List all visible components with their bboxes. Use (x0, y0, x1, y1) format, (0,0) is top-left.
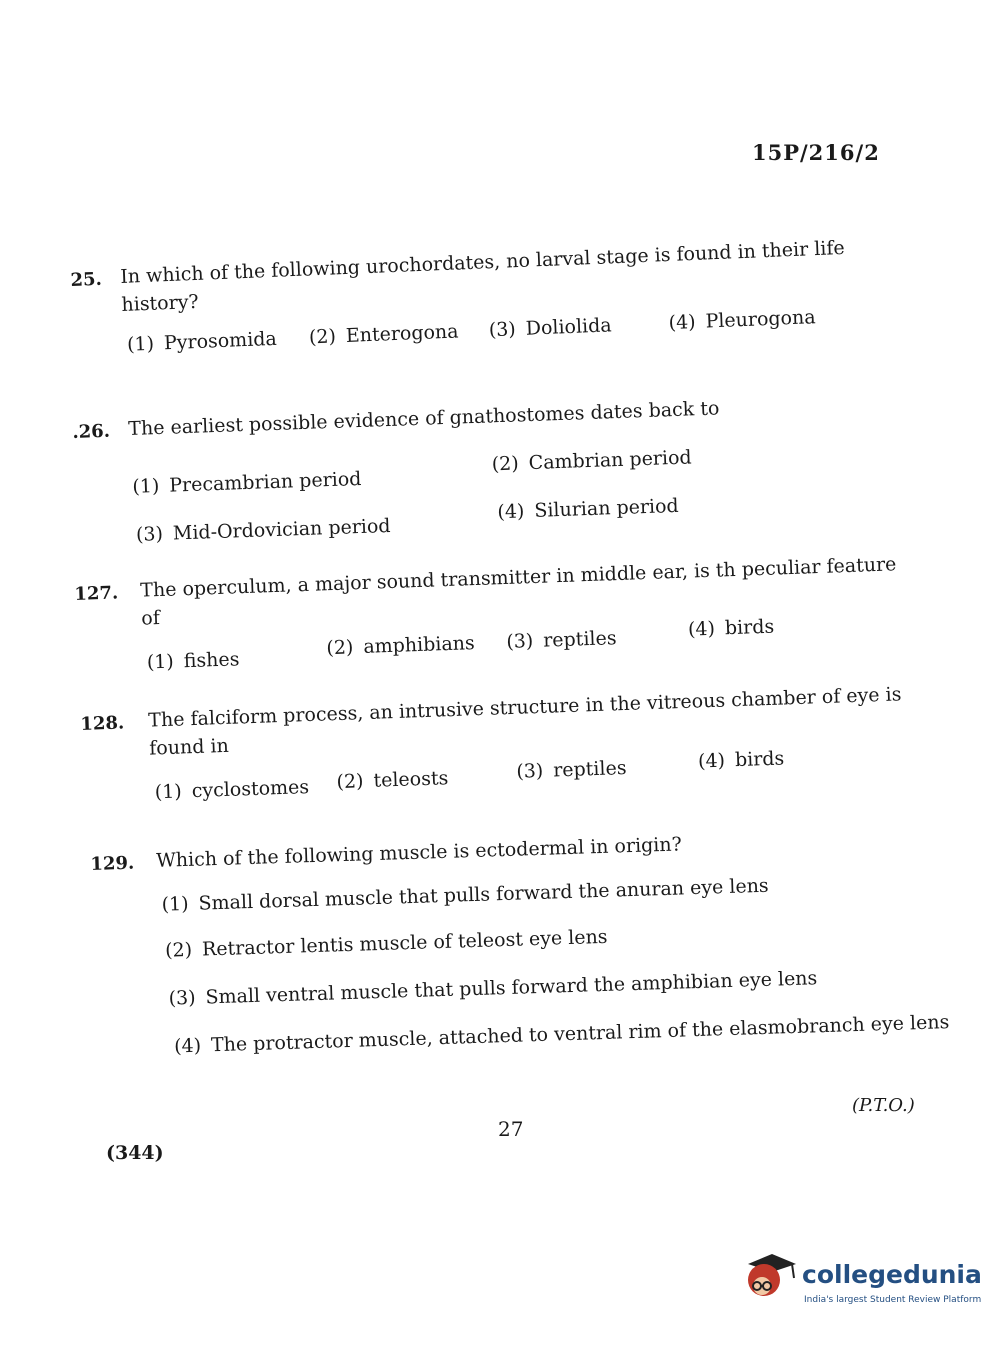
question-text: The falciform process, an intrusive structure in the vitreous chamber of eye is (147, 683, 902, 732)
paper-code: 15P/216/2 (752, 140, 880, 165)
option-3: (3) Small ventral muscle that pulls forward the amphibian eye lens (168, 967, 818, 1010)
option-1: (1) Pyrosomida (126, 327, 278, 356)
option-4: (4) birds (687, 615, 775, 641)
option-1: (1) fishes (146, 648, 240, 674)
question-number: 128. (80, 712, 125, 735)
option-4: (4) Silurian period (497, 494, 680, 524)
brand-name: collegedunia (802, 1260, 982, 1289)
question-text-cont: of (140, 607, 161, 630)
question-text: The earliest possible evidence of gnathostomes dates back to (127, 397, 720, 441)
footer-code: (344) (106, 1142, 164, 1164)
page-number: 27 (498, 1117, 524, 1141)
question-number: 129. (90, 852, 135, 875)
option-2: (2) amphibians (326, 632, 476, 660)
question-number: .26. (72, 420, 111, 443)
option-4: (4) birds (697, 747, 785, 773)
question-125 (70, 237, 849, 376)
option-4: (4) Pleurogona (668, 306, 816, 335)
option-2: (2) Enterogona (308, 320, 459, 349)
question-text: In which of the following urochordates, no larval stage is found in their life (119, 236, 846, 288)
question-126 (72, 397, 724, 568)
option-3: (3) Mid-Ordovician period (135, 514, 391, 546)
option-4: (4) The protractor muscle, attached to ventral rim of the elasmobranch eye lens (173, 1011, 950, 1058)
question-text-cont: found in (148, 734, 230, 760)
question-number: 127. (74, 582, 119, 605)
question-127 (74, 553, 900, 686)
question-129 (90, 833, 950, 1085)
option-3: (3) reptiles (505, 627, 617, 653)
brand-tagline: India's largest Student Review Platform (804, 1295, 982, 1305)
option-3: (3) reptiles (515, 756, 627, 783)
mascot-icon (742, 1250, 800, 1308)
collegedunia-logo (742, 1250, 982, 1320)
question-text-cont: history? (121, 290, 200, 316)
option-1: (1) cyclostomes (154, 776, 310, 804)
question-text: Which of the following muscle is ectodermal in origin? (155, 833, 683, 872)
option-3: (3) Doliolida (488, 314, 613, 342)
option-1: (1) Precambrian period (131, 467, 362, 498)
option-2: (2) teleosts (336, 767, 449, 794)
option-1: (1) Small dorsal muscle that pulls forward the anuran eye lens (161, 874, 769, 916)
question-text: The operculum, a major sound transmitter in middle ear, is th peculiar feature (139, 553, 897, 602)
option-2: (2) Cambrian period (491, 446, 692, 476)
question-number: 25. (70, 268, 103, 291)
option-2: (2) Retractor lentis muscle of teleost eye lens (164, 925, 608, 962)
pto-note: (P.T.O.) (852, 1095, 915, 1116)
question-128 (80, 683, 905, 816)
